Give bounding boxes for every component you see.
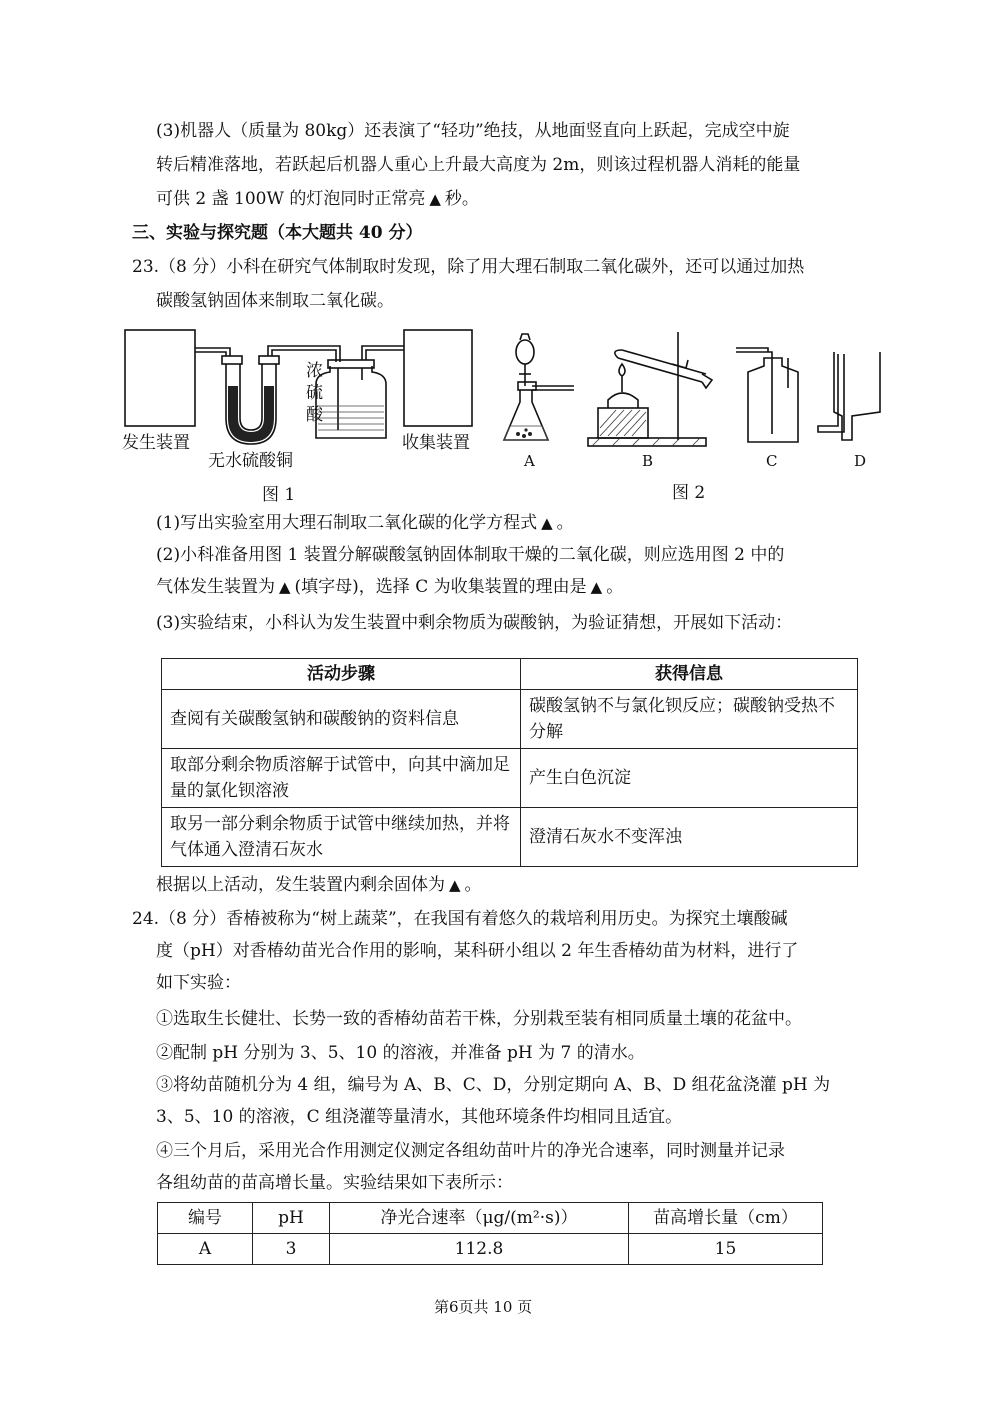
activity-table — [161, 658, 858, 867]
collector-box — [404, 330, 472, 426]
section-heading: 三、实验与探究题（本大题共 40 分） — [132, 223, 423, 243]
answer-blank[interactable] — [445, 874, 465, 896]
q24-line1: 24.（8 分）香椿被称为“树上蔬菜”，在我国有着悠久的栽培利用历史。为探究土壤酸碱 — [132, 909, 788, 929]
triangle-icon: ▲ — [449, 876, 461, 894]
table-row — [162, 808, 858, 867]
table-header: 编号 — [158, 1203, 253, 1234]
table-cell: 碳酸氢钠不与氯化钡反应；碳酸钠受热不分解 — [521, 690, 858, 749]
q24-line2: 度（pH）对香椿幼苗光合作用的影响，某科研小组以 2 年生香椿幼苗为材料，进行了 — [156, 941, 799, 961]
table-header-row — [162, 659, 858, 690]
q23-sub2-text-a: 气体发生装置为 — [156, 577, 275, 597]
triangle-icon: ▲ — [429, 190, 441, 208]
answer-blank[interactable] — [537, 512, 557, 534]
apparatus-label-c: C — [766, 452, 778, 470]
q23-sub2-line2 — [156, 576, 623, 598]
q23-sub2-text-b: (填字母)，选择 C 为收集装置的理由是 — [294, 577, 587, 597]
q23-line1: 23.（8 分）小科在研究气体制取时发现，除了用大理石制取二氧化碳外，还可以通过加热 — [132, 257, 805, 277]
table-cell: 112.8 — [330, 1234, 629, 1265]
q24-line3: 如下实验： — [156, 973, 241, 993]
results-table — [157, 1202, 823, 1265]
q24-step3-line1: ③将幼苗随机分为 4 组，编号为 A、B、C、D，分别定期向 A、B、D 组花盆浇灌 pH 为 — [156, 1075, 831, 1095]
table-row — [162, 749, 858, 808]
acid-label-2: 硫 — [306, 383, 323, 403]
apparatus-label-a: A — [524, 452, 535, 470]
table-header: 获得信息 — [521, 659, 858, 690]
q24-step2: ②配制 pH 分别为 3、5、10 的溶液，并准备 pH 为 7 的清水。 — [156, 1043, 645, 1063]
q22-3-line3-end: 秒。 — [444, 189, 479, 209]
collector-label: 收集装置 — [402, 433, 470, 453]
q23-conclusion-end: 。 — [464, 875, 482, 895]
answer-blank[interactable] — [425, 188, 445, 210]
table-header: 活动步骤 — [162, 659, 521, 690]
table-header: pH — [253, 1203, 330, 1234]
table-header-row — [158, 1203, 823, 1234]
q23-sub1-text: (1)写出实验室用大理石制取二氧化碳的化学方程式 — [156, 513, 538, 533]
answer-blank[interactable] — [275, 576, 295, 598]
table-row — [158, 1234, 823, 1265]
acid-label-3: 酸 — [306, 405, 323, 425]
table-cell: 查阅有关碳酸氢钠和碳酸钠的资料信息 — [162, 690, 521, 749]
figure-1-caption: 图 1 — [262, 485, 296, 505]
q24-step3-line2: 3、5、10 的溶液，C 组浇灌等量清水，其他环境条件均相同且适宜。 — [156, 1107, 683, 1127]
q23-conclusion — [156, 874, 482, 896]
table-header: 净光合速率（μg/(m²·s)） — [330, 1203, 629, 1234]
table-cell: 澄清石灰水不变浑浊 — [521, 808, 858, 867]
q24-step4-line2: 各组幼苗的苗高增长量。实验结果如下表所示： — [156, 1173, 513, 1193]
q24-step4-line1: ④三个月后，采用光合作用测定仪测定各组幼苗叶片的净光合速率，同时测量并记录 — [156, 1141, 785, 1161]
figure-2-apparatus — [496, 330, 890, 454]
apparatus-d — [834, 352, 880, 440]
apparatus-a — [520, 334, 530, 340]
apparatus-label-d: D — [854, 452, 867, 470]
table-cell: 15 — [629, 1234, 823, 1265]
table-cell: A — [158, 1234, 253, 1265]
q22-3-line3-text: 可供 2 盏 100W 的灯泡同时正常亮 — [156, 189, 426, 209]
acid-label-1: 浓 — [306, 361, 323, 381]
q22-3-line3 — [156, 188, 479, 210]
q23-sub1-end: 。 — [556, 513, 574, 533]
q23-sub2-end: 。 — [606, 577, 624, 597]
table-cell: 取另一部分剩余物质于试管中继续加热，并将气体通入澄清石灰水 — [162, 808, 521, 867]
generator-box — [125, 330, 195, 426]
q23-line2: 碳酸氢钠固体来制取二氧化碳。 — [156, 291, 394, 311]
page-footer: 第6页共 10 页 — [434, 1298, 533, 1316]
q22-3-line1: (3)机器人（质量为 80kg）还表演了“轻功”绝技，从地面竖直向上跃起，完成空中旋 — [156, 121, 790, 141]
figure-2-caption: 图 2 — [672, 483, 706, 503]
table-header: 苗高增长量（cm） — [629, 1203, 823, 1234]
q23-sub3: (3)实验结束，小科认为发生装置中剩余物质为碳酸钠，为验证猜想，开展如下活动： — [156, 613, 793, 633]
cuso4-label: 无水硫酸铜 — [208, 451, 293, 471]
generator-label: 发生装置 — [122, 433, 190, 453]
table-cell: 产生白色沉淀 — [521, 749, 858, 808]
triangle-icon: ▲ — [541, 514, 553, 532]
q22-3-line2: 转后精准落地，若跃起后机器人重心上升最大高度为 2m，则该过程机器人消耗的能量 — [156, 155, 801, 175]
table-cell: 取部分剩余物质溶解于试管中，向其中滴加足量的氯化钡溶液 — [162, 749, 521, 808]
apparatus-label-b: B — [642, 452, 654, 470]
q23-sub1 — [156, 512, 574, 534]
q23-sub2-line1: (2)小科准备用图 1 装置分解碳酸氢钠固体制取干燥的二氧化碳，则应选用图 2 中的 — [156, 545, 785, 565]
triangle-icon: ▲ — [279, 578, 291, 596]
table-row — [162, 690, 858, 749]
table-cell: 3 — [253, 1234, 330, 1265]
triangle-icon: ▲ — [590, 578, 603, 596]
q24-step1: ①选取生长健壮、长势一致的香椿幼苗若干株，分别栽至装有相同质量土壤的花盆中。 — [156, 1009, 802, 1029]
apparatus-c — [748, 358, 798, 442]
answer-blank[interactable] — [587, 576, 607, 598]
q23-conclusion-text: 根据以上活动，发生装置内剩余固体为 — [156, 875, 445, 895]
